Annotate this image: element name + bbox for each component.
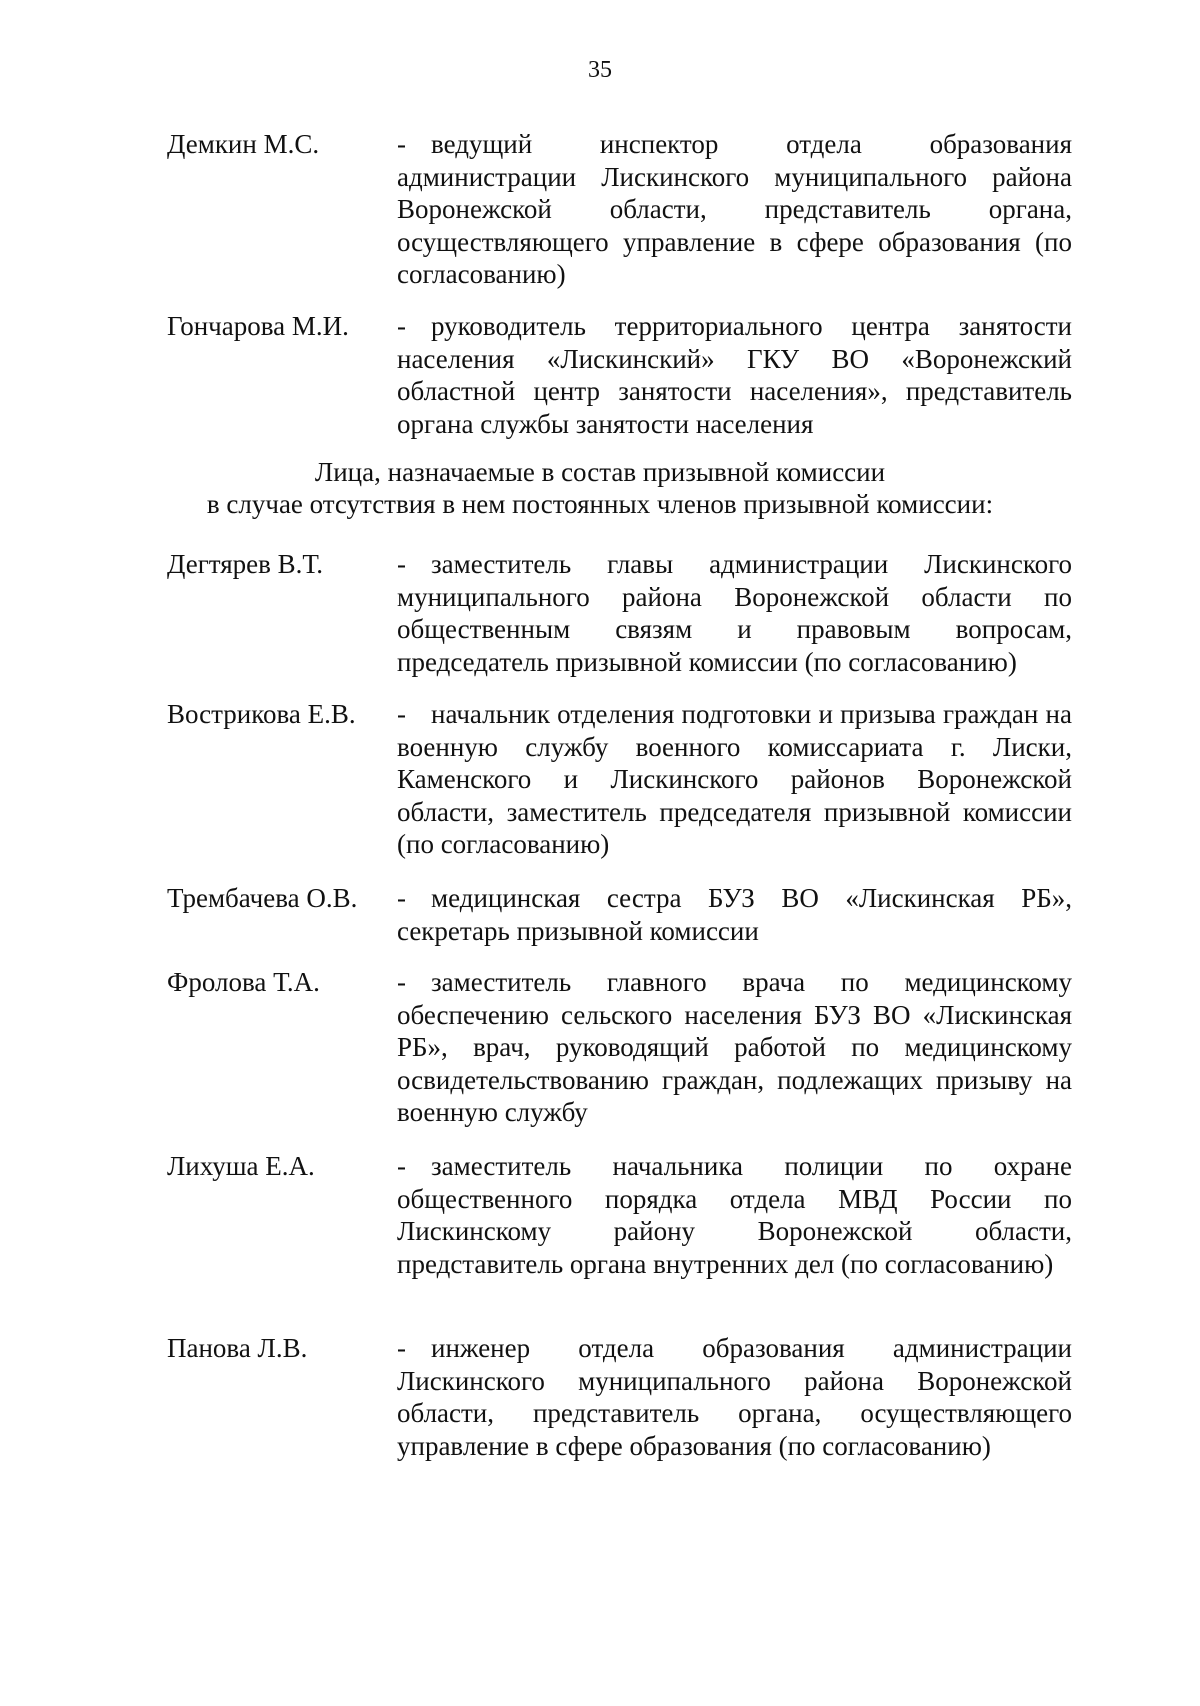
member-role-text: инженер отдела образования администрации Лискинского муниципального района Воронежской области, представитель органа, осуществляющего управление в сфере образования (по согласованию)	[397, 1333, 1072, 1461]
dash: -	[397, 549, 406, 579]
member-description	[397, 310, 1072, 440]
member-description	[397, 128, 1072, 291]
member-description	[397, 1332, 1072, 1462]
member-role-text: медицинская сестра БУЗ ВО «Лискинская РБ», секретарь призывной комиссии	[397, 883, 1072, 946]
member-name: Вострикова Е.В.	[167, 699, 356, 729]
member-description	[397, 882, 1072, 947]
dash: -	[397, 1151, 406, 1181]
member-role-text: ведущий инспектор отдела образования администрации Лискинского муниципального района Воронежской области, представитель органа, осуществляющего управление в сфере образования (по согласованию)	[397, 129, 1072, 289]
member-role-text: начальник отделения подготовки и призыва граждан на военную службу военного комиссариата г. Лиски, Каменского и Лискинского районов Воронежской области, заместитель председателя призывной комиссии (по согласованию)	[397, 699, 1072, 859]
member-name: Фролова Т.А.	[167, 967, 320, 997]
member-role-text: заместитель главного врача по медицинскому обеспечению сельского населения БУЗ ВО «Лискинская РБ», врач, руководящий работой по медицинскому освидетельствованию граждан, подлежащих призыву на военную службу	[397, 967, 1072, 1127]
section-heading	[0, 456, 1200, 520]
member-role-text: заместитель начальника полиции по охране общественного порядка отдела МВД России по Лискинскому району Воронежской области, представитель органа внутренних дел (по согласованию)	[397, 1151, 1072, 1279]
member-name: Панова Л.В.	[167, 1333, 308, 1363]
member-role-text: заместитель главы администрации Лискинского муниципального района Воронежской области по общественным связям и правовым вопросам, председатель призывной комиссии (по согласованию)	[397, 549, 1072, 677]
dash: -	[397, 967, 406, 997]
section-heading-line-1: Лица, назначаемые в состав призывной комиссии	[314, 457, 886, 487]
member-description	[397, 966, 1072, 1129]
member-name: Дегтярев В.Т.	[167, 549, 323, 579]
member-description	[397, 548, 1072, 678]
dash: -	[397, 1333, 406, 1363]
member-name: Лихуша Е.А.	[167, 1151, 315, 1181]
member-name: Демкин М.С.	[167, 129, 320, 159]
member-description	[397, 698, 1072, 861]
member-name: Гончарова М.И.	[167, 311, 349, 341]
dash: -	[397, 311, 406, 341]
section-heading-line-2: в случае отсутствия в нем постоянных членов призывной комиссии:	[206, 489, 994, 519]
member-role-text: руководитель территориального центра занятости населения «Лискинский» ГКУ ВО «Воронежский областной центр занятости населения», представитель органа службы занятости населения	[397, 311, 1072, 439]
member-name: Трембачева О.В.	[167, 883, 358, 913]
dash: -	[397, 129, 406, 159]
member-description	[397, 1150, 1072, 1280]
dash: -	[397, 699, 406, 729]
dash: -	[397, 883, 406, 913]
page-number: 35	[588, 57, 612, 83]
